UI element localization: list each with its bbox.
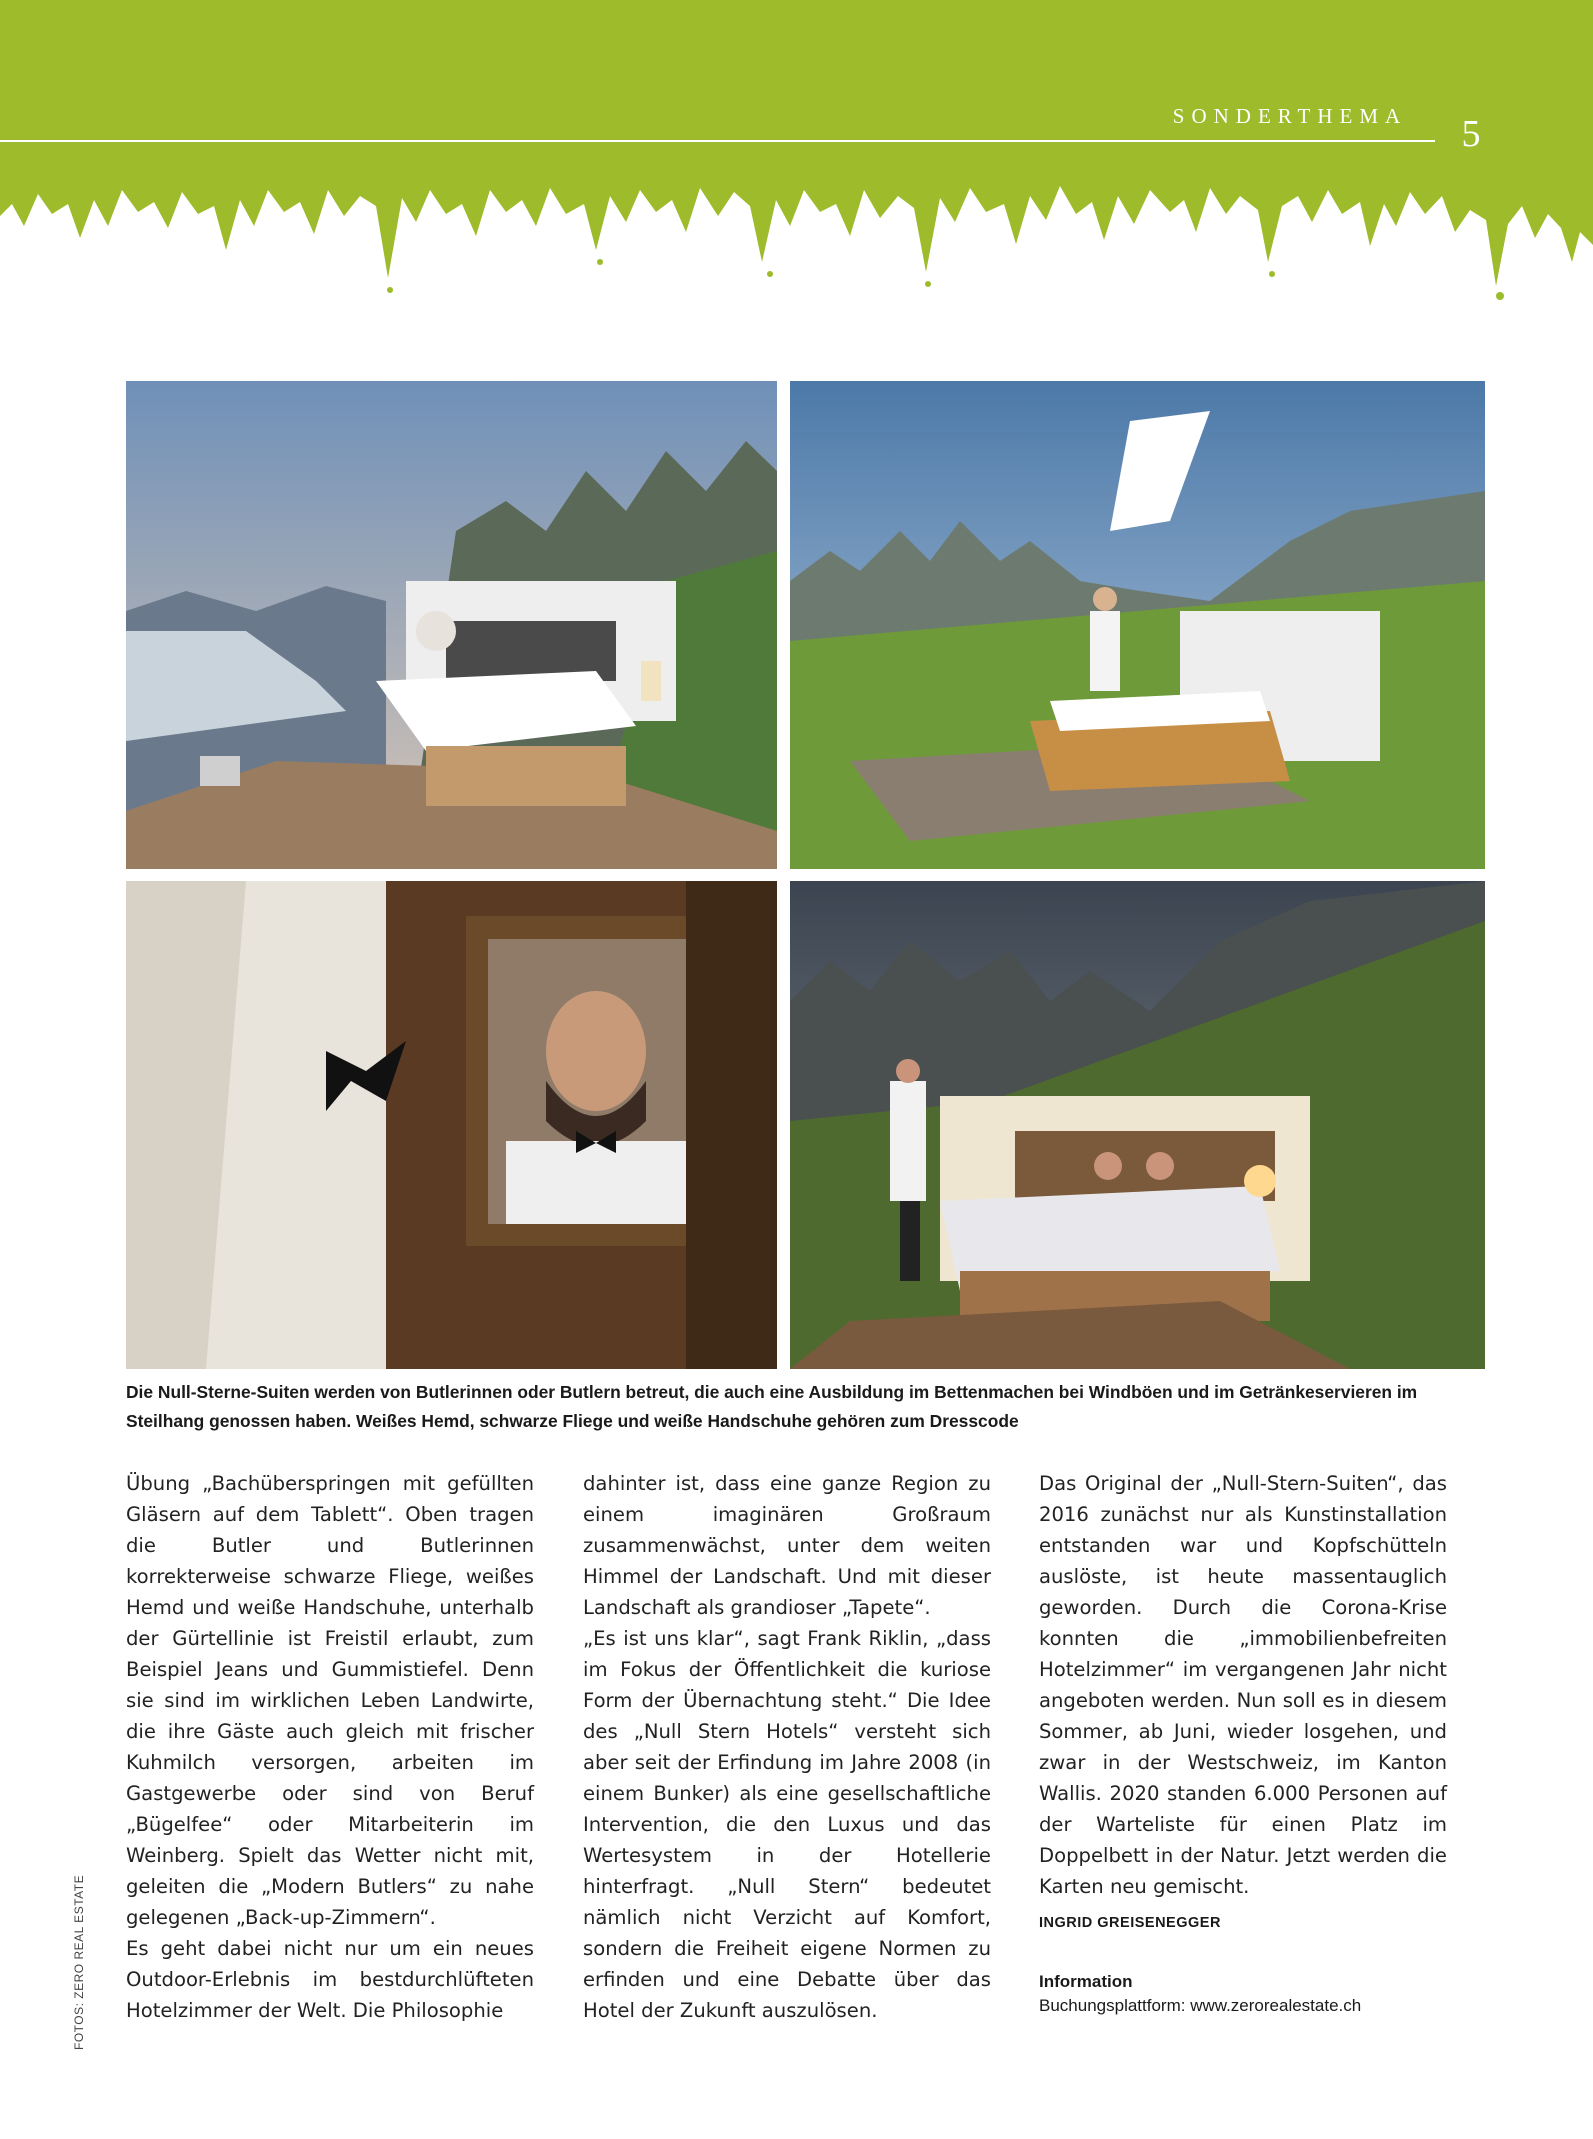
article-paragraph: Das Original der „Null-Stern-Suiten“, das 2016 zunächst nur als Kunstinstallation entstanden war und Kopfschütteln auslöste, ist heute massentauglich geworden. Durch die Corona-Krise konnten die „immobilienbefreiten Hotelzimmer“ im vergangenen Jahr nicht angeboten werden. Nun soll es in diesem Sommer, ab Juni, wieder losgehen, und zwar in der Westschweiz, im Kanton Wallis. 2020 standen 6.000 Personen auf der Warteliste für einen Platz im Doppelbett in der Natur. Jetzt werden die Karten neu gemischt. [1039, 1472, 1447, 1898]
photo-caption: Die Null-Sterne-Suiten werden von Butlerinnen oder Butlern betreut, die auch eine Ausbildung im Bettenmachen bei Windböen und im Getränkeservieren im Steilhang genossen haben. Weißes Hemd, schwarze Fliege und weiße Handschuhe gehören zum Dresscode [126, 1382, 1418, 1431]
section-label: SONDERTHEMA [1172, 104, 1408, 128]
photo-credit: FOTOS: ZERO REAL ESTATE [72, 1874, 86, 2050]
page-number: 5 [1461, 113, 1481, 155]
photo-butler-ironing-bed-lake-view-icon [126, 381, 777, 869]
article-paragraph: Übung „Bachüberspringen mit gefüllten Gläsern auf dem Tablett“. Oben tragen die Butler und Butlerinnen korrekterweise schwarze Fliege, weißes Hemd und weiße Handschuhe, unterhalb der Gürtellinie ist Freistil erlaubt, zum Beispiel Jeans und Gummistiefel. Denn sie sind im wirklichen Leben Landwirte, die ihre Gäste auch gleich mit frischer Kuhmilch versorgen, arbeiten im Gastgewerbe oder sind von Beruf „Bügelfee“ oder Mitarbeiterin im Weinberg. Spielt das Wetter nicht mit, geleiten die „Modern Butlers“ zu nahe gelegenen „Back-up-Zimmern“. [126, 1472, 534, 1929]
photo-bearded-butler-mirror-reflection-icon [126, 881, 777, 1369]
photo-butler-shaking-sheet [790, 381, 1485, 869]
article-paragraph: Es geht dabei nicht nur um ein neues Outdoor-Erlebnis im bestdurchlüfteten Hotelzimmer der Welt. Die Philosophie [126, 1937, 534, 2022]
info-box [1039, 1970, 1459, 2018]
info-heading: Information [1039, 1972, 1133, 1991]
photo-butler-ironing-bed [126, 381, 777, 869]
article-paragraph: „Es ist uns klar“, sagt Frank Riklin, „dass im Fokus der Öffentlichkeit die kuriose Form der Übernachtung steht.“ Die Idee des „Null Stern Hotels“ versteht sich aber seit der Erfindung im Jahre 2008 (in einem Bunker) als eine gesellschaftliche Intervention, die den Luxus und das Wertesystem in der Hotellerie hinterfragt. „Null Stern“ bedeutet nämlich nicht Verzicht auf Komfort, sondern die Freiheit eigene Normen zu erfinden und eine Debatte über das Hotel der Zukunft auszulösen. [583, 1627, 991, 2022]
photo-couple-in-bed-at-dusk-with-waitress-icon [790, 881, 1485, 1369]
header-rule [0, 140, 1435, 142]
info-booking-link: Buchungsplattform: www.zerorealestate.ch [1039, 1996, 1362, 2015]
author-byline: INGRID GREISENEGGER [1039, 1915, 1221, 1931]
photo-butler-mirror [126, 881, 777, 1369]
article-column-1 [126, 1468, 534, 2026]
article-column-3 [1039, 1468, 1447, 1939]
header-paint-splash [0, 0, 1593, 300]
photo-couple-in-bed [790, 881, 1485, 1369]
article-column-2 [583, 1468, 991, 2026]
article-paragraph: dahinter ist, dass eine ganze Region zu einem imaginären Großraum zusammenwächst, unter dem weiten Himmel der Landschaft. Und mit dieser Landschaft als grandioser „Tapete“. [583, 1472, 991, 1619]
photo-butler-shaking-sheet-alpine-meadow-icon [790, 381, 1485, 869]
